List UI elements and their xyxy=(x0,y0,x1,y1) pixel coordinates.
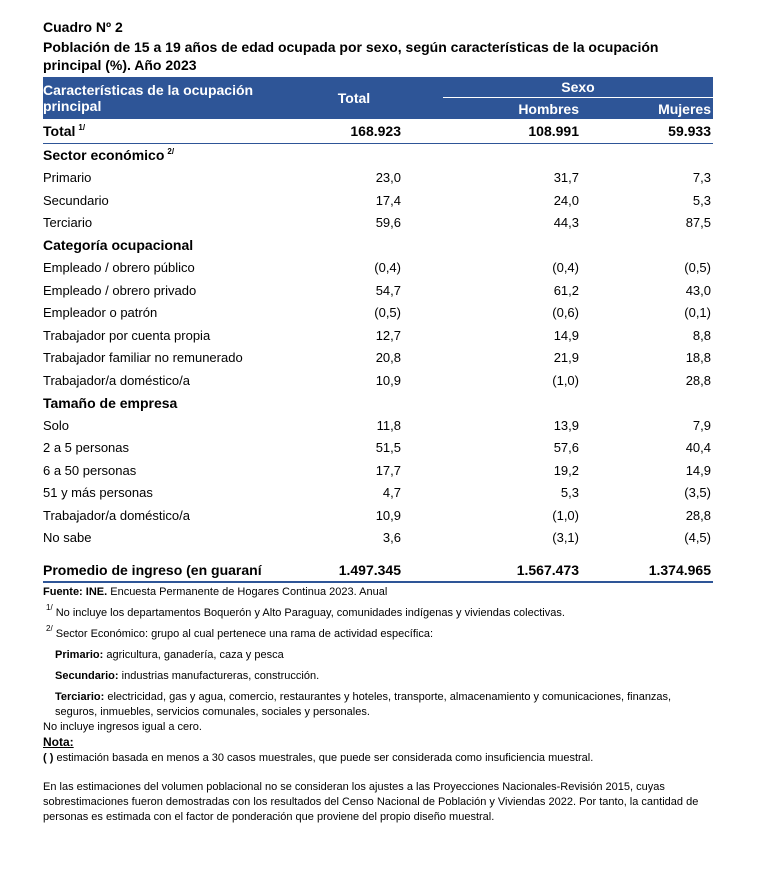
row-label: Trabajador/a doméstico/a xyxy=(43,507,190,523)
row-label: 2 a 5 personas xyxy=(43,440,130,456)
row-mujeres: 28,8 xyxy=(685,372,711,388)
total-mujeres: 59.933 xyxy=(581,119,713,144)
income-mujeres: 1.374.965 xyxy=(581,559,713,582)
total-hombres: 108.991 xyxy=(403,119,581,144)
section-heading-row xyxy=(43,392,713,415)
row-label: Terciario xyxy=(43,215,93,231)
primario-label: Primario: xyxy=(55,649,104,661)
income-row xyxy=(43,559,713,582)
section-heading-row xyxy=(43,144,713,167)
row-hombres: 13,9 xyxy=(553,417,579,433)
section-heading xyxy=(43,392,713,415)
parentheses-note xyxy=(43,751,715,766)
parentheses-label: ( ) xyxy=(43,752,54,764)
spacer-cell xyxy=(43,549,713,559)
row-hombres: 19,2 xyxy=(553,462,579,478)
row-mujeres: (3,5) xyxy=(684,485,711,501)
row-total: 11,8 xyxy=(376,417,401,433)
row-mujeres: 7,9 xyxy=(692,417,711,433)
row-hombres: 14,9 xyxy=(553,327,579,343)
footnote-2 xyxy=(43,621,715,642)
row-label: Solo xyxy=(43,417,70,433)
source-text: Encuesta Permanente de Hogares Continua 2023. Anual xyxy=(110,586,388,598)
table-row xyxy=(43,167,713,190)
footnote-2-mark: 2/ xyxy=(46,624,53,633)
row-total: 10,9 xyxy=(375,372,401,388)
table-body xyxy=(43,119,713,582)
row-total: 17,4 xyxy=(375,192,401,208)
table-row xyxy=(43,369,713,392)
table-title: Población de 15 a 19 años de edad ocupada por sexo, según características de la ocupación principal (%). Año 2023 xyxy=(43,39,659,73)
row-hombres: (1,0) xyxy=(552,372,579,388)
data-table xyxy=(43,77,713,583)
ingresos-note: No incluye ingresos igual a cero. xyxy=(43,721,202,733)
footnotes xyxy=(43,585,715,825)
row-mujeres: (0,1) xyxy=(684,305,711,321)
row-hombres: (1,0) xyxy=(552,507,579,523)
table-number: Cuadro Nº 2 xyxy=(43,19,123,35)
header-total: Total xyxy=(305,77,403,119)
row-total: 51,5 xyxy=(375,440,401,456)
nota-heading xyxy=(43,735,715,751)
income-total: 1.497.345 xyxy=(305,559,403,582)
row-hombres: 21,9 xyxy=(553,350,579,366)
total-row xyxy=(43,119,713,144)
row-mujeres: (4,5) xyxy=(684,530,711,546)
section-title: Tamaño de empresa xyxy=(43,394,178,411)
table-row xyxy=(43,437,713,460)
terciario-note xyxy=(43,690,715,720)
table-row xyxy=(43,347,713,370)
table-row xyxy=(43,482,713,505)
table-row xyxy=(43,324,713,347)
primario-text: agricultura, ganadería, caza y pesca xyxy=(106,649,284,661)
income-label: Promedio de ingreso (en guaraní xyxy=(43,559,305,582)
row-label: Primario xyxy=(43,170,92,186)
header-sexo xyxy=(403,77,713,98)
section-heading-row xyxy=(43,234,713,257)
row-total: 12,7 xyxy=(375,327,401,343)
header-mujeres: Mujeres xyxy=(581,98,713,119)
row-total: 54,7 xyxy=(375,282,401,298)
row-hombres: 44,3 xyxy=(553,215,579,231)
row-hombres: 24,0 xyxy=(553,192,579,208)
row-total: 4,7 xyxy=(382,485,401,501)
row-total: 17,7 xyxy=(375,462,401,478)
table-row xyxy=(43,212,713,235)
row-hombres: 57,6 xyxy=(553,440,579,456)
footnote-2-text: Sector Económico: grupo al cual pertenece una rama de actividad específica: xyxy=(55,628,434,640)
section-footnote-mark: 2/ xyxy=(167,147,175,157)
projection-note: En las estimaciones del volumen poblacional no se consideran los ajustes a las Proyecciones Nacionales-Revisión 2015, cuyas sobrestimaciones fueron demostradas con los resultados del Censo Nacional de Población y Viviendas 2022. Por tanto, la cantidad de personas es estimada con el factor de ponderación que proviene del propio diseño muestral. xyxy=(43,781,699,823)
table-row xyxy=(43,504,713,527)
section-heading xyxy=(43,144,713,167)
row-hombres: (0,6) xyxy=(552,305,579,321)
header-characteristics: Características de la ocupación principal xyxy=(43,77,305,119)
row-label: Secundario xyxy=(43,192,109,208)
row-label: 51 y más personas xyxy=(43,485,153,501)
row-label: Empleado / obrero privado xyxy=(43,282,197,298)
table-row xyxy=(43,302,713,325)
total-footnote-mark: 1/ xyxy=(78,123,86,132)
row-hombres: 61,2 xyxy=(553,282,579,298)
section-title: Categoría ocupacional xyxy=(43,237,194,254)
section-title: Sector económico xyxy=(43,147,165,164)
row-hombres: 5,3 xyxy=(560,485,579,501)
footnote-1-text: No incluye los departamentos Boquerón y Alto Paraguay, comunidades indígenas y viviendas colectivas. xyxy=(55,607,565,619)
row-mujeres: 40,4 xyxy=(685,440,711,456)
terciario-text: electricidad, gas y agua, comercio, restaurantes y hoteles, transporte, almacenamiento y comunicaciones, finanzas, seguros, inmuebles, servicios comunales, sociales y personales. xyxy=(55,691,672,718)
row-mujeres: 43,0 xyxy=(685,282,711,298)
row-mujeres: 14,9 xyxy=(685,462,711,478)
nota-label: Nota: xyxy=(43,735,74,749)
total-label-cell xyxy=(43,119,305,144)
row-total: (0,4) xyxy=(374,260,401,276)
row-total: 20,8 xyxy=(375,350,401,366)
income-hombres: 1.567.473 xyxy=(403,559,581,582)
row-label: Trabajador familiar no remunerado xyxy=(43,350,243,366)
row-label: Trabajador/a doméstico/a xyxy=(43,372,190,388)
row-hombres: 31,7 xyxy=(553,170,579,186)
table-row xyxy=(43,459,713,482)
row-mujeres: 8,8 xyxy=(692,327,711,343)
row-total: 23,0 xyxy=(375,170,401,186)
secundario-label: Secundario: xyxy=(55,670,119,682)
row-total: 59,6 xyxy=(375,215,401,231)
row-mujeres: 7,3 xyxy=(692,170,711,186)
row-label: 6 a 50 personas xyxy=(43,462,137,478)
row-hombres: (3,1) xyxy=(552,530,579,546)
footnote-1 xyxy=(43,600,715,621)
secundario-text: industrias manufactureras, construcción. xyxy=(121,670,320,682)
total-value: 168.923 xyxy=(305,119,403,144)
section-heading xyxy=(43,234,713,257)
table-row xyxy=(43,414,713,437)
row-mujeres: (0,5) xyxy=(684,260,711,276)
total-label: Total xyxy=(43,123,76,139)
header-sexo-label: Sexo xyxy=(443,77,713,98)
table-row xyxy=(43,257,713,280)
source-label: Fuente: INE. xyxy=(43,586,108,598)
footnote-1-mark: 1/ xyxy=(46,603,53,612)
row-total: 3,6 xyxy=(382,530,401,546)
row-total: 10,9 xyxy=(375,507,401,523)
source-note xyxy=(43,585,715,600)
parentheses-text: estimación basada en menos a 30 casos muestrales, que puede ser considerada como insuficiencia muestral. xyxy=(56,752,594,764)
header-hombres: Hombres xyxy=(403,98,581,119)
table-row xyxy=(43,189,713,212)
row-mujeres: 18,8 xyxy=(685,350,711,366)
row-label: No sabe xyxy=(43,530,92,546)
row-total: (0,5) xyxy=(374,305,401,321)
row-label: Empleador o patrón xyxy=(43,305,158,321)
row-hombres: (0,4) xyxy=(552,260,579,276)
terciario-label: Terciario: xyxy=(55,691,105,703)
row-mujeres: 87,5 xyxy=(685,215,711,231)
row-mujeres: 28,8 xyxy=(685,507,711,523)
spacer-row xyxy=(43,549,713,559)
primario-note xyxy=(43,648,715,663)
table-row xyxy=(43,527,713,550)
row-mujeres: 5,3 xyxy=(692,192,711,208)
table-row xyxy=(43,279,713,302)
document xyxy=(43,18,715,825)
row-label: Trabajador por cuenta propia xyxy=(43,327,211,343)
secundario-note xyxy=(43,669,715,684)
row-label: Empleado / obrero público xyxy=(43,260,195,276)
